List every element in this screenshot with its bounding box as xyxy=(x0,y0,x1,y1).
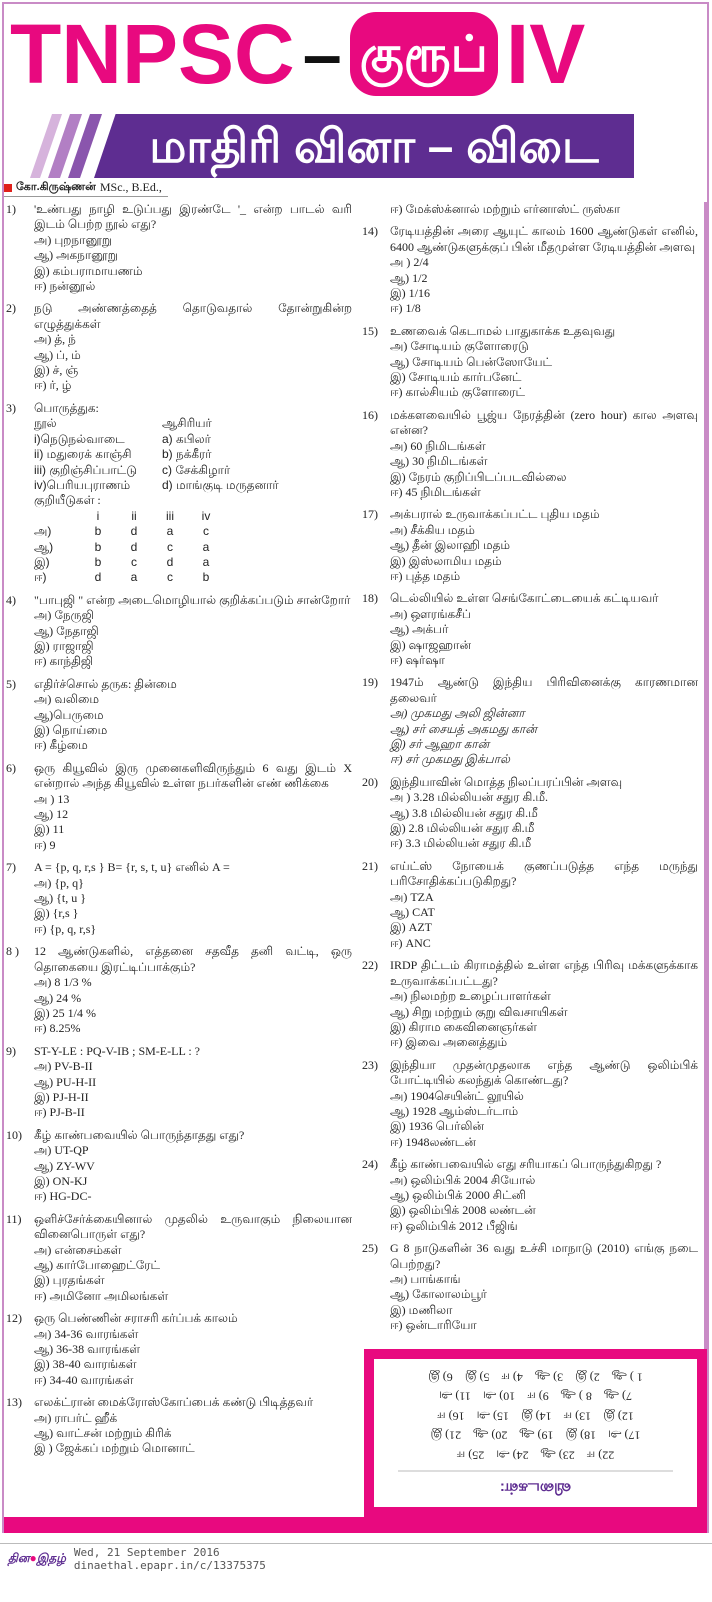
code-cell: c xyxy=(131,554,137,569)
answer-option: ஈ) அமினோ அமிலங்கள் xyxy=(34,1288,169,1303)
question-number: 14) xyxy=(362,224,378,239)
answers-box xyxy=(374,1359,697,1508)
answer-option: அ) ஔரங்கசீப் xyxy=(390,606,471,621)
question-item xyxy=(362,408,698,500)
question-body xyxy=(390,224,698,316)
question-stem: டெல்லியில் உள்ள செங்கோட்டையைக் கட்டியவர் xyxy=(390,591,659,606)
code-cell: c xyxy=(167,539,173,554)
answer-key: 15) அ xyxy=(476,1409,509,1424)
answer-key: 13) ஈ xyxy=(563,1409,592,1424)
code-cell: ஆ) xyxy=(34,539,54,554)
answer-option: ஆ) கோலாலம்பூர் xyxy=(390,1287,487,1302)
question-stem: "பாபுஜி " என்ற அடைமொழியால் குறிக்கப்படும் சான்றோர் xyxy=(34,592,351,607)
code-row xyxy=(34,509,352,524)
answer-option: இ ) ஜேக்கப் மற்றும் மொனாட் xyxy=(34,1441,195,1456)
question-number: 19) xyxy=(362,675,378,690)
answer-option: ஈ) ஒலிம்பிக் 2012 பீஜிங் xyxy=(390,1218,518,1233)
answer-option: அ) 1904செயின்ட் லூயில் xyxy=(390,1088,524,1103)
question-number: 1) xyxy=(6,202,16,216)
question-item xyxy=(6,202,352,294)
code-cell: a xyxy=(166,524,174,539)
answer-option: அ ) 2/4 xyxy=(390,255,429,270)
code-cell: c xyxy=(203,524,209,539)
code-cell: a xyxy=(202,539,210,554)
question-stem: ஒளிச்சேர்க்கையினால் முதலில் உருவாகும் நிலையான வினைபொருள் எது? xyxy=(34,1211,352,1242)
answer-option: இ) ஷாஜஹான் xyxy=(390,637,471,652)
code-row xyxy=(34,555,352,570)
match-cell: d) மாங்குடி மருதனார் xyxy=(162,477,279,492)
answer-option: ஆ) அகநானூறு xyxy=(34,248,118,263)
title-dash: – xyxy=(302,15,342,93)
match-row xyxy=(34,432,352,447)
question-stem: அக்பரால் உருவாக்கப்பட்ட புதிய மதம் xyxy=(390,507,600,522)
question-number: 7) xyxy=(6,860,16,875)
author-degree: MSc., B.Ed., xyxy=(99,180,162,194)
edition-date: Wed, 21 September 2016 xyxy=(73,1546,220,1560)
answer-option: அ) PV-B-II xyxy=(34,1059,93,1074)
answer-option: ஈ) 1/8 xyxy=(390,301,421,316)
answer-option: ஈ) கீழ்மை xyxy=(34,738,88,753)
question-body xyxy=(390,507,698,584)
answer-option: அ) சோடியம் குளோரைடு xyxy=(390,339,529,354)
match-cell: i)நெடுநல்வாடை xyxy=(34,431,125,446)
code-cell: b xyxy=(202,570,210,585)
question-item xyxy=(362,1157,698,1234)
answer-option: இ) 1936 பெர்லின் xyxy=(390,1119,485,1134)
answers-row xyxy=(378,1367,693,1387)
answer-option: ஈ) ஷர்ஷா xyxy=(390,652,445,667)
question-body xyxy=(390,859,698,951)
question-number: 6) xyxy=(6,760,16,775)
answer-option: ஈ) 8.25% xyxy=(34,1021,81,1036)
answer-key: 5) இ xyxy=(464,1370,490,1385)
answer-option: ஈ) 34-40 வாரங்கள் xyxy=(34,1372,134,1387)
code-cell: அ) xyxy=(34,524,52,539)
code-cell: c xyxy=(167,570,173,585)
question-item xyxy=(362,675,698,767)
question-stem: எய்ட்ஸ் நோயைக் குணப்படுத்த எந்த மருந்து பரிசோதிக்கப்படுகிறது? xyxy=(390,858,698,889)
answer-option: ஈ) 9 xyxy=(34,837,56,852)
answer-option: இ) AZT xyxy=(390,920,432,935)
question-item xyxy=(362,958,698,1050)
code-cell: iv xyxy=(201,508,211,523)
answer-key: 12) இ xyxy=(603,1409,634,1424)
question-stem: எதிர்ச்சொல் தருக: தின்மை xyxy=(34,676,177,691)
answers-row xyxy=(378,1445,693,1465)
answers-upside-down xyxy=(378,1367,693,1498)
bullet-square-icon xyxy=(4,184,12,192)
code-row xyxy=(34,540,352,555)
answer-option: அ) 60 நிமிடங்கள் xyxy=(390,438,486,453)
code-row xyxy=(34,570,352,585)
answer-option: இ) ராஜாஜி xyxy=(34,638,94,653)
answer-option: அ ) 3.28 மில்லியன் சதுர கி.மீ. xyxy=(390,790,549,805)
answer-key: 1 ) ஆ xyxy=(611,1370,643,1385)
answer-option: அ) ஒலிம்பிக் 2004 சியோல் xyxy=(390,1172,536,1187)
q13-option-continued: ஈ) மேக்ஸ்க்னால் மற்றும் எர்னாஸ்ட் ருஸ்கா xyxy=(390,202,621,216)
question-body xyxy=(34,401,352,586)
question-number: 12) xyxy=(6,1311,22,1326)
answer-option: ஆ) நேதாஜி xyxy=(34,623,99,638)
question-number: 4) xyxy=(6,592,16,607)
match-row xyxy=(34,416,352,431)
match-row xyxy=(34,463,352,478)
answer-option: ஈ) {p, q, r,s} xyxy=(34,921,97,936)
question-body xyxy=(34,1212,352,1304)
question-item xyxy=(6,944,352,1036)
question-body xyxy=(390,775,698,852)
answers-divider xyxy=(398,1470,673,1471)
question-item xyxy=(6,1128,352,1205)
question-body xyxy=(34,860,352,937)
question-stem: IRDP திட்டம் கிராமத்தில் உள்ள எந்த பிரிவு மக்களுக்காக உருவாக்கப்பட்டது? xyxy=(390,958,698,988)
question-item xyxy=(362,1241,698,1333)
question-stem: இந்தியாவின் மொத்த நிலப்பரப்பின் அளவு xyxy=(390,774,623,789)
answer-option: அ) என்சைம்கள் xyxy=(34,1242,122,1257)
match-row xyxy=(34,478,352,493)
question-stem: இந்தியா முதன்முதலாக எந்த ஆண்டு ஒலிம்பிக் போட்டியில் கலந்துக் கொண்டது? xyxy=(390,1057,698,1088)
code-cell xyxy=(34,509,80,524)
question-body xyxy=(34,1395,352,1457)
match-cell: ஆசிரியர் xyxy=(162,416,212,431)
banner-title: மாதிரி வினா – விடை xyxy=(149,120,599,172)
question-body xyxy=(390,408,698,500)
answer-option: அ) வலிமை xyxy=(34,692,100,707)
dinaethal-logo: தின●இதழ் xyxy=(8,1551,66,1566)
answer-option: ஆ) ப், ம் xyxy=(34,347,81,362)
code-cell: d xyxy=(166,554,174,569)
answer-option: அ) நேருஜி xyxy=(34,608,94,623)
question-stem: உணவைக் கெடாமல் பாதுகாக்க உதவுவது xyxy=(390,323,616,338)
answer-option: இ) ON-KJ xyxy=(34,1173,88,1188)
answer-key: 17) அ xyxy=(608,1428,641,1443)
question-body xyxy=(390,1058,698,1150)
answer-key: 19) ஆ xyxy=(519,1428,554,1443)
code-cell: ii xyxy=(131,508,137,523)
answer-option: ஈ) PJ-B-II xyxy=(34,1105,85,1120)
answer-option: இ) 1/16 xyxy=(390,286,431,301)
question-body xyxy=(390,1241,698,1333)
question-stem: நடு அண்ணத்தைத் தொடுவதால் தோன்றுகின்ற எழுத்துக்கள் xyxy=(34,301,352,331)
question-stem: கீழ் காண்பவையில் பொருந்தாதது எது? xyxy=(34,1127,245,1142)
answer-option: ஆ) சிறு மற்றும் குறு விவசாயிகள் xyxy=(390,1004,568,1019)
match-cell: a) கபிலர் xyxy=(162,431,211,446)
answer-option: ஈ) ஒன்டாரியோ xyxy=(390,1318,477,1333)
question-item xyxy=(6,860,352,937)
page-footer xyxy=(0,1543,712,1574)
answer-option: ஆ) 24 % xyxy=(34,990,82,1005)
main-content xyxy=(4,198,707,1517)
answer-option: இ) நொய்மை xyxy=(34,723,108,737)
code-cell: a xyxy=(202,554,210,569)
question-item xyxy=(362,1058,698,1150)
question-item xyxy=(6,1212,352,1304)
match-cell: b) நக்கீரர் xyxy=(162,447,212,462)
question-item xyxy=(6,677,352,754)
code-cell: b xyxy=(94,539,102,554)
answer-option: ஈ) 1948லண்டன் xyxy=(390,1134,476,1149)
answer-option: ஈ) இவை அனைத்தும் xyxy=(390,1035,508,1050)
right-column xyxy=(358,198,707,1517)
answer-key: 2) இ xyxy=(575,1370,600,1385)
match-cell: iv)பெரியபுராணம் xyxy=(34,477,131,492)
answer-option: ஈ) சர் முகமது இக்பால் xyxy=(390,752,510,767)
answer-key: 22) ஈ xyxy=(586,1448,615,1463)
question-stem: 12 ஆண்டுகளில், எத்தனை சதவீத தனி வட்டி, ஒரு தொகையை இரட்டிப்பாக்கும்? xyxy=(34,944,352,974)
answer-option: ஆ) 1/2 xyxy=(390,270,428,285)
question-stem: பொருத்துக: xyxy=(34,400,99,415)
question-number: 25) xyxy=(362,1241,378,1256)
answer-key: 18) இ xyxy=(565,1428,597,1443)
question-body xyxy=(34,944,352,1036)
question-item xyxy=(362,859,698,951)
question-stem: ரேடியத்தின் அரை ஆயுட் காலம் 1600 ஆண்டுகள் எனில், 6400 ஆண்டுகளுக்குப் பின் மீதமுள்ள ரேடியத்தின் அளவு xyxy=(390,224,698,254)
question-body xyxy=(34,1128,352,1205)
question-stem: ஒரு பெண்ணின் சராசரி கர்ப்பக் காலம் xyxy=(34,1311,238,1326)
answer-option: ஆ) 30 நிமிடங்கள் xyxy=(390,454,488,469)
answer-option: இ) மணிலா xyxy=(390,1302,453,1317)
answer-option: இ) புரதங்கள் xyxy=(34,1273,105,1288)
code-cell: b xyxy=(94,554,102,569)
question-stem: எலக்ட்ரான் மைக்ரோஸ்கோப்பைக் கண்டு பிடித்தவர் xyxy=(34,1395,314,1410)
answers-title: விடைகள்: xyxy=(499,1479,572,1497)
answer-key: 21) இ xyxy=(430,1428,462,1443)
question-item xyxy=(362,775,698,852)
author-name: கோ.கிருஷ்ணன் xyxy=(16,181,96,193)
answer-option: இ) கிராம கைவினைஞர்கள் xyxy=(390,1019,537,1034)
question-item xyxy=(6,401,352,586)
answer-key: 3) ஆ xyxy=(534,1370,564,1385)
question-item xyxy=(6,1395,352,1457)
answer-option: ஆ) சோடியம் பென்ஸோயேட் xyxy=(390,354,553,369)
match-cell: ii) மதுரைக் காஞ்சி xyxy=(34,447,132,462)
answers-box-border xyxy=(364,1349,707,1518)
answer-option: அ) 8 1/3 % xyxy=(34,975,92,990)
answer-option: ஆ) PU-H-II xyxy=(34,1074,97,1089)
question-body xyxy=(390,1157,698,1234)
answer-option: இ) சோடியம் கார்பனேட் xyxy=(390,370,522,385)
code-cell: ஈ) xyxy=(34,570,47,585)
answer-option: அ) UT-QP xyxy=(34,1143,89,1158)
question-body xyxy=(34,593,352,670)
answer-key: 20) ஆ xyxy=(473,1428,508,1443)
answer-option: ஆ) {t, u } xyxy=(34,891,87,906)
page-header xyxy=(4,4,707,198)
question-number: 5) xyxy=(6,676,16,691)
question-item xyxy=(6,593,352,670)
answer-option: இ) இஸ்லாமிய மதம் xyxy=(390,553,502,568)
question-number: 15) xyxy=(362,323,378,338)
match-row xyxy=(34,447,352,462)
answer-key: 10) அ xyxy=(482,1389,516,1404)
question-body xyxy=(34,1311,352,1388)
question-number: 20) xyxy=(362,774,378,789)
answers-row xyxy=(378,1406,693,1426)
question-item xyxy=(362,507,698,584)
question-number: 22) xyxy=(362,958,378,973)
code-cell: இ) xyxy=(34,554,50,569)
answer-option: அ) த், ந் xyxy=(34,332,76,347)
answer-option: அ) 34-36 வாரங்கள் xyxy=(34,1326,139,1341)
answer-option: ஆ) CAT xyxy=(390,905,435,920)
question-number: 18) xyxy=(362,591,378,606)
answer-option: இ) 38-40 வாரங்கள் xyxy=(34,1357,137,1372)
answer-option: ஆ) ZY-WV xyxy=(34,1158,95,1173)
question-stem: மக்களவையில் பூஜ்ய நேரத்தின் (zero hour) கால அளவு என்ன? xyxy=(390,407,698,438)
answer-option: இ) 11 xyxy=(34,822,65,837)
code-cell: i xyxy=(96,508,100,523)
answer-key: 25) ஈ xyxy=(456,1448,485,1463)
answer-option: ஈ) HG-DC- xyxy=(34,1189,92,1204)
answer-option: அ) நிலமற்ற உழைப்பாளர்கள் xyxy=(390,989,551,1004)
answer-option: அ) பாங்காங் xyxy=(390,1272,461,1286)
answer-option: இ) ச், ஞ் xyxy=(34,363,79,378)
answer-option: ஈ) 45 நிமிடங்கள் xyxy=(390,484,481,499)
answer-option: அ) முகமது அலி ஜின்னா xyxy=(390,706,525,721)
answer-key: 11) அ xyxy=(438,1389,471,1404)
answer-option: இ) {r,s } xyxy=(34,906,79,921)
question-number: 10) xyxy=(6,1127,22,1142)
question-number: 3) xyxy=(6,400,16,415)
answer-option: அ) சீக்கிய மதம் xyxy=(390,522,475,537)
answer-option: இ) ஒலிம்பிக் 2008 லண்டன் xyxy=(390,1203,536,1218)
answer-option: ஈ) ANC xyxy=(390,935,431,950)
author-byline xyxy=(4,180,168,197)
answer-option: ஈ) காந்திஜி xyxy=(34,654,94,669)
answer-option: ஆ) வாட்சன் மற்றும் கிரிக் xyxy=(34,1426,172,1441)
answer-key: 4) ஈ xyxy=(501,1370,523,1385)
answer-option: இ) PJ-H-II xyxy=(34,1089,89,1104)
question-body xyxy=(390,675,698,767)
answer-option: ஆ)பெருமை xyxy=(34,707,104,722)
question-number: 2) xyxy=(6,301,16,316)
answers-row xyxy=(378,1425,693,1445)
question-body xyxy=(34,202,352,294)
answer-option: ஈ) புத்த மதம் xyxy=(390,568,461,583)
answer-option: இ) 25 1/4 % xyxy=(34,1005,96,1020)
question-number: 17) xyxy=(362,507,378,522)
question-item xyxy=(362,224,698,316)
answer-option: இ) நேரம் குறிப்பிடப்படவில்லை xyxy=(390,469,567,484)
answer-key: 9) ஈ xyxy=(527,1389,549,1404)
answer-option: அ ) 13 xyxy=(34,791,70,806)
answer-option: ஆ) 3.8 மில்லியன் சதுர கி.மீ xyxy=(390,805,538,820)
question-body xyxy=(34,761,352,853)
match-cell: நூல் xyxy=(34,416,57,431)
answer-option: இ) சர் ஆஹா கான் xyxy=(390,737,490,751)
answer-option: இ) 2.8 மில்லியன் சதுர கி.மீ xyxy=(390,821,535,836)
title-tnpsc: TNPSC xyxy=(10,7,295,101)
title-group-number: IV xyxy=(505,7,586,101)
bottom-band xyxy=(4,1517,707,1533)
answer-option: ஆ) 36-38 வாரங்கள் xyxy=(34,1342,141,1357)
answer-option: இ) கம்பராமாயணம் xyxy=(34,263,143,278)
right-column-questions xyxy=(362,202,707,1349)
answer-option: ஈ) ர், ழ் xyxy=(34,378,72,393)
code-cell: iii xyxy=(166,508,174,523)
answer-option: ஈ) நன்னூல் xyxy=(34,279,96,294)
question-stem: G 8 நாடுகளின் 36 வது உச்சி மாநாடு (2010) எங்கு நடை பெற்றது? xyxy=(390,1241,698,1271)
question-number: 8 ) xyxy=(6,944,19,959)
code-row xyxy=(34,524,352,539)
answer-key: 14) இ xyxy=(521,1409,552,1424)
answer-option: ஆ) தீன் இலாஹி மதம் xyxy=(390,538,511,553)
question-body xyxy=(34,301,352,393)
question-item xyxy=(6,301,352,393)
match-cell: c) சேக்கிழார் xyxy=(162,462,231,477)
answer-key: 6) இ xyxy=(428,1370,453,1385)
codes-label: குறியீடுகள் : xyxy=(34,493,101,508)
code-cell: d xyxy=(130,539,138,554)
answer-key: 7) ஆ xyxy=(603,1389,633,1404)
answer-key: 16) ஈ xyxy=(437,1409,465,1424)
question-number: 9) xyxy=(6,1043,16,1058)
question-body xyxy=(390,958,698,1050)
edition-url[interactable]: dinaethal.epapr.in/c/13375375 xyxy=(73,1559,266,1573)
footer-info xyxy=(74,1546,266,1572)
left-column xyxy=(4,198,358,1472)
code-cell: a xyxy=(130,570,138,585)
question-body xyxy=(34,1044,352,1121)
title-row xyxy=(10,4,585,104)
answer-option: ஆ) அக்பர் xyxy=(390,622,449,637)
question-item xyxy=(6,1044,352,1121)
page-frame xyxy=(2,2,709,1533)
answer-option: ஆ) கார்போஹைட்ரேட் xyxy=(34,1258,160,1272)
question-item xyxy=(6,761,352,853)
answer-option: ஆ) 12 xyxy=(34,807,69,822)
question-number: 21) xyxy=(362,858,378,873)
question-stem: கீழ் காண்பவையில் எது சரியாகப் பொருந்துகிறது ? xyxy=(390,1157,662,1172)
question-item xyxy=(6,1311,352,1388)
match-cell: iii) குறிஞ்சிப்பாட்டு xyxy=(34,462,137,477)
answer-option: ஆ) 1928 ஆம்ஸ்டர்டாம் xyxy=(390,1103,519,1118)
code-cell: b xyxy=(94,524,102,539)
answer-key: 8 ) ஆ xyxy=(560,1389,592,1404)
question-stem: A = {p, q, r,s } B= {r, s, t, u} எனில் A = xyxy=(34,860,230,875)
question-number: 16) xyxy=(362,407,378,422)
question-stem: ஒரு கியூவில் இரு முனைகளிவிருந்தும் 6 வது இடம் X என்றால் அந்த கியூவில் உள்ள நபர்களின் எண் ணிக்கை xyxy=(34,760,352,791)
answer-option: ஆ) சர் சையத் அகமது கான் xyxy=(390,721,537,736)
answer-key: 24) அ xyxy=(496,1448,529,1463)
question-number: 24) xyxy=(362,1157,378,1172)
title-group: குரூப் xyxy=(350,12,498,96)
answer-option: அ) புறநானூறு xyxy=(34,232,112,247)
question-body xyxy=(390,591,698,668)
question-item xyxy=(362,591,698,668)
answer-option: அ) ராபர்ட் ஹீக் xyxy=(34,1410,118,1425)
question-body xyxy=(34,677,352,754)
answer-option: அ) {p, q} xyxy=(34,875,84,890)
answer-option: ஆ) ஒலிம்பிக் 2000 சிட்னி xyxy=(390,1187,527,1202)
question-number: 11) xyxy=(6,1211,22,1226)
question-number: 13) xyxy=(6,1395,22,1410)
question-stem: ST-Y-LE : PQ-V-IB ; SM-E-LL : ? xyxy=(34,1043,200,1058)
question-item xyxy=(362,324,698,401)
answer-option: ஈ) 3.3 மில்லியன் சதுர கி.மீ xyxy=(390,836,532,851)
code-cell: d xyxy=(94,570,102,585)
question-stem: 'உண்பது நாழி உடுப்பது இரண்டே '_ என்ற பாடல் வரி இடம் பெற்ற நூல் எது? xyxy=(34,202,352,232)
code-cell: d xyxy=(130,524,138,539)
question-stem: 1947ம் ஆண்டு இந்திய பிரிவினைக்கு காரணமான தலைவர் xyxy=(390,675,698,705)
answers-row xyxy=(378,1386,693,1406)
answer-option: ஈ) கால்சியம் குளோரைட் xyxy=(390,385,526,400)
question-number: 23) xyxy=(362,1057,378,1072)
question-body xyxy=(390,324,698,401)
answer-key: 23) ஆ xyxy=(540,1448,575,1463)
answer-option: அ) TZA xyxy=(390,889,434,904)
